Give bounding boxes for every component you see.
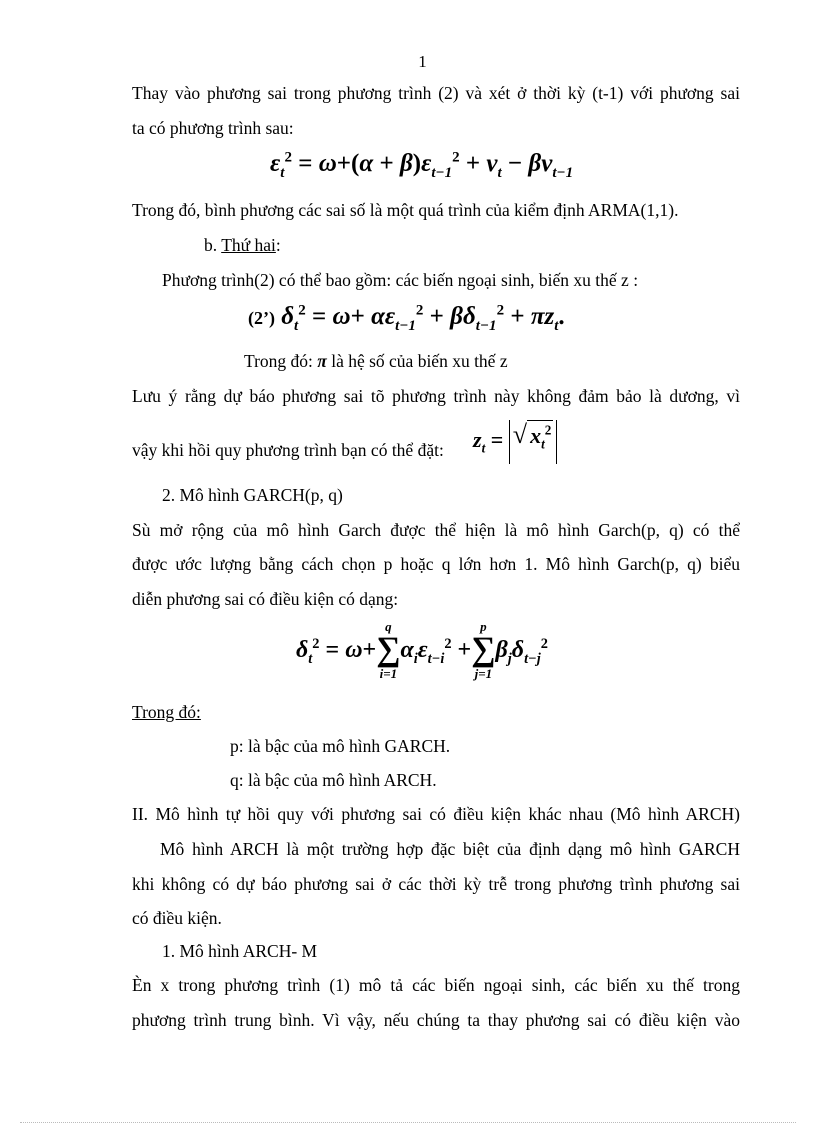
text-line: p: là bậc của mô hình GARCH. [230,736,451,756]
text-line: Mô hình ARCH là một trường hợp đặc biệt của định dạng mô hình GARCH [160,839,740,859]
text-line: ta có phương trình sau: [132,118,294,138]
text-line: Sù mở rộng của mô hình Garch được thể hiện là mô hình Garch(p, q) có thể [132,520,740,540]
text-line: khi không có dự báo phương sai ở các thời kỳ trễ trong phương trình phương sai [132,874,740,894]
text-line: được ước lượng bằng cách chọn p hoặc q lớn hơn 1. Mô hình Garch(p, q) biểu [132,554,740,574]
equation-2: (2’) $\delta_t^2 = \omega+ \alpha\varepsilon_{t-1}^2 + \beta\delta_{t-1}^2 + \pi z_t$. [248,302,565,334]
equation-label: (2’) [248,307,275,328]
text-line: diễn phương sai có điều kiện có dạng: [132,589,399,609]
page-number: 1 [418,52,427,71]
text-line: q: là bậc của mô hình ARCH. [230,770,437,790]
equation-4: $\delta_t^2 = \omega+$ q ∑ i=1 $\alpha_i\varepsilon_{t-i}^2$ + p ∑ j=1 $\beta_j\delta_{t-j}^2$ [296,619,548,681]
section-heading: 1. Mô hình ARCH- M [162,941,318,961]
text-line: Trong đó, bình phương các sai số là một quá trình của kiểm định ARMA(1,1). [132,200,679,220]
text-line: vậy khi hồi quy phương trình bạn có thể đặt: [132,440,444,460]
section-heading: 2. Mô hình GARCH(p, q) [162,485,343,505]
equation-1: $\varepsilon_t^2 = \omega+(\alpha + \beta)\varepsilon_{t-1}^2 + v_t - \beta v_{t-1}$ [270,149,574,181]
section-heading: II. Mô hình tự hồi quy với phương sai có điều kiện khác nhau (Mô hình ARCH) [132,804,740,824]
text-line: Trong đó: π là hệ số của biến xu thế z [244,351,508,371]
text-line: có điều kiện. [132,908,222,928]
section-heading: b. Thứ hai: [204,235,281,255]
equation-3: $z_t$ = √ $x_t^2$ [473,420,557,464]
text-line: phương trình trung bình. Vì vậy, nếu chúng ta thay phương sai có điều kiện vào [132,1010,740,1030]
text-line: Trong đó: [132,702,201,722]
text-line: Phương trình(2) có thể bao gồm: các biến ngoại sinh, biến xu thế z : [162,270,639,290]
text-line: Lưu ý rằng dự báo phương sai tõ phương trình này không đảm bảo là dương, vì [132,386,740,406]
text-line: Thay vào phương sai trong phương trình (2) và xét ở thời kỳ (t-1) với phương sai [132,83,740,103]
text-line: Èn x trong phương trình (1) mô tả các biến ngoại sinh, các biến xu thế trong [132,975,740,995]
